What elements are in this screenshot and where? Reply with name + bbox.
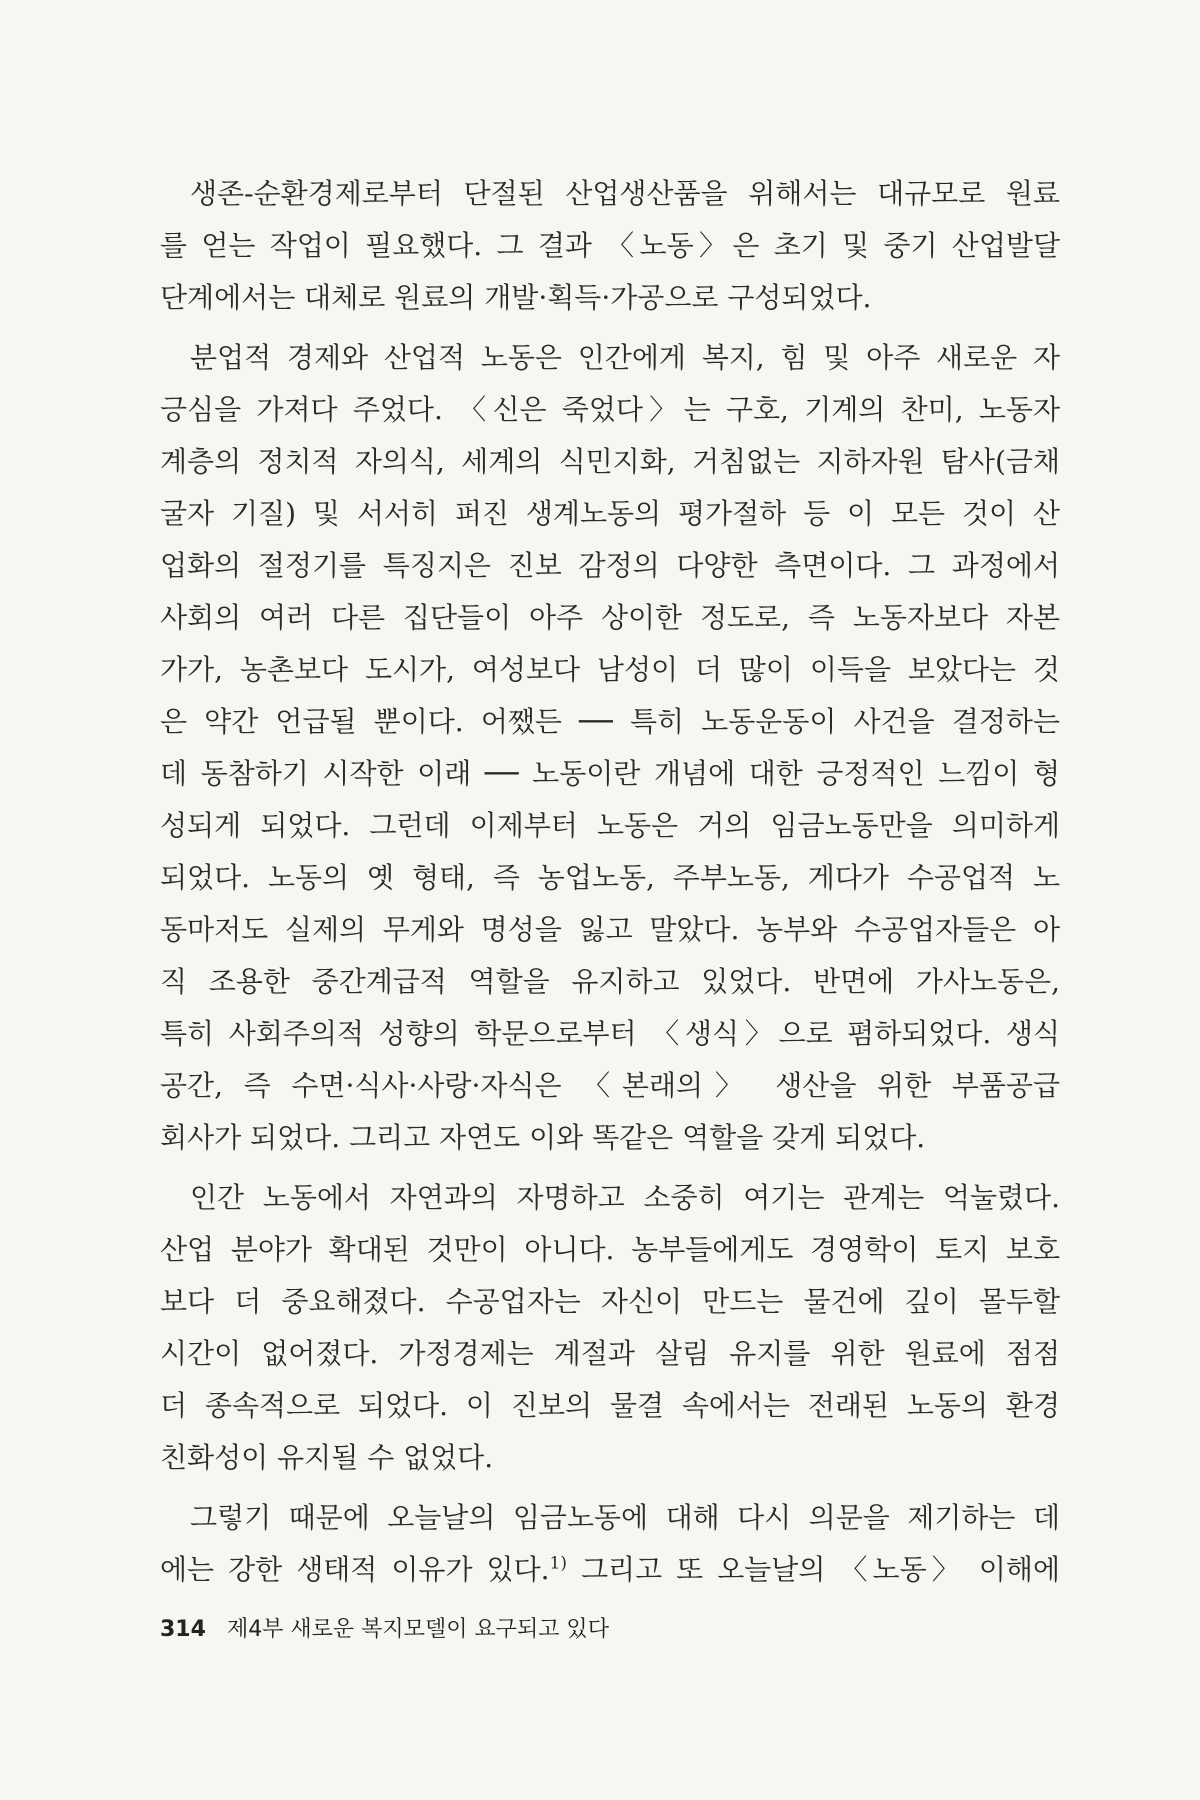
paragraph-2	[160, 332, 1060, 1164]
text-segment: 그리고 또 오늘날의 〈노동〉 이해에	[566, 1553, 1060, 1586]
text-line: 사회의 여러 다른 집단들이 아주 상이한 정도로, 즉 노동자보다 자본	[160, 601, 1060, 634]
paragraph-4	[160, 1492, 1060, 1596]
text-line: 계층의 정치적 자의식, 세계의 식민지화, 거침없는 지하자원 탐사(금채	[160, 445, 1060, 478]
text-line: 단계에서는 대체로 원료의 개발·획득·가공으로 구성되었다.	[160, 281, 872, 314]
footnote-reference[interactable]: 1)	[549, 1553, 567, 1574]
text-line: 그렇기 때문에 오늘날의 임금노동에 대해 다시 의문을 제기하는 데	[190, 1501, 1060, 1534]
page-footer	[160, 1612, 609, 1643]
text-segment: 에는 강한 생태적 이유가 있다.	[160, 1553, 550, 1586]
paragraph-1	[160, 168, 1060, 324]
text-line: 되었다. 노동의 옛 형태, 즉 농업노동, 주부노동, 게다가 수공업적 노	[160, 861, 1060, 894]
text-line: 를 얻는 작업이 필요했다. 그 결과 〈노동〉은 초기 및 중기 산업발달	[160, 229, 1060, 262]
text-line: 생존-순환경제로부터 단절된 산업생산품을 위해서는 대규모로 원료	[190, 177, 1060, 210]
text-line: 은 약간 언급될 뿐이다. 어쨌든 ── 특히 노동운동이 사건을 결정하는	[160, 705, 1060, 738]
text-line: 긍심을 가져다 주었다. 〈신은 죽었다〉는 구호, 기계의 찬미, 노동자	[160, 393, 1060, 426]
text-line: 데 동참하기 시작한 이래 ── 노동이란 개념에 대한 긍정적인 느낌이 형	[160, 757, 1060, 790]
text-line: 동마저도 실제의 무게와 명성을 잃고 말았다. 농부와 수공업자들은 아	[160, 913, 1060, 946]
text-line: 회사가 되었다. 그리고 자연도 이와 똑같은 역할을 갖게 되었다.	[160, 1121, 926, 1154]
text-line: 가가, 농촌보다 도시가, 여성보다 남성이 더 많이 이득을 보았다는 것	[160, 653, 1060, 686]
running-title: 제4부 새로운 복지모델이 요구되고 있다	[226, 1617, 609, 1642]
text-line: 인간 노동에서 자연과의 자명하고 소중히 여기는 관계는 억눌렸다.	[190, 1181, 1060, 1214]
page-number: 314	[160, 1617, 206, 1642]
paragraph-3	[160, 1172, 1060, 1484]
text-line: 업화의 절정기를 특징지은 진보 감정의 다양한 측면이다. 그 과정에서	[160, 549, 1060, 582]
text-line: 굴자 기질) 및 서서히 퍼진 생계노동의 평가절하 등 이 모든 것이 산	[160, 497, 1060, 530]
body-text	[160, 168, 1060, 1596]
text-line: 특히 사회주의적 성향의 학문으로부터 〈생식〉으로 폄하되었다. 생식	[160, 1017, 1060, 1050]
text-line: 시간이 없어졌다. 가정경제는 계절과 살림 유지를 위한 원료에 점점	[160, 1337, 1060, 1370]
text-line: 분업적 경제와 산업적 노동은 인간에게 복지, 힘 및 아주 새로운 자	[190, 341, 1060, 374]
text-line: 성되게 되었다. 그런데 이제부터 노동은 거의 임금노동만을 의미하게	[160, 809, 1060, 842]
text-line-with-footnote	[160, 1544, 1060, 1596]
text-line: 산업 분야가 확대된 것만이 아니다. 농부들에게도 경영학이 토지 보호	[160, 1233, 1060, 1266]
text-line: 직 조용한 중간계급적 역할을 유지하고 있었다. 반면에 가사노동은,	[160, 965, 1060, 998]
text-line: 친화성이 유지될 수 없었다.	[160, 1441, 494, 1474]
text-line: 더 종속적으로 되었다. 이 진보의 물결 속에서는 전래된 노동의 환경	[160, 1389, 1060, 1422]
text-line: 보다 더 중요해졌다. 수공업자는 자신이 만드는 물건에 깊이 몰두할	[160, 1285, 1060, 1318]
text-line: 공간, 즉 수면·식사·사랑·자식은 〈본래의〉 생산을 위한 부품공급	[160, 1069, 1060, 1102]
